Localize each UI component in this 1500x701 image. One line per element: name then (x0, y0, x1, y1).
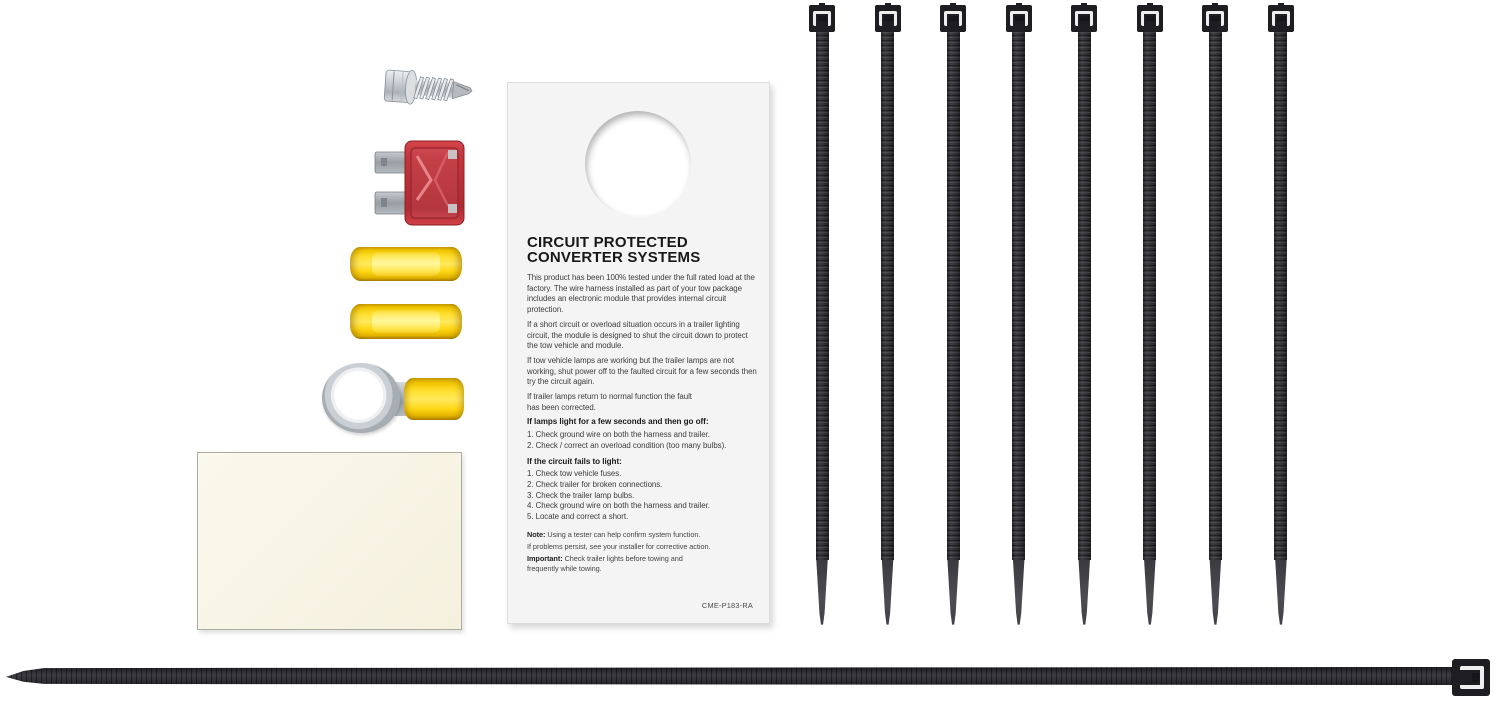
zip-tie (1071, 5, 1097, 630)
important-text: Check trailer lights before towing and frequently while towing. (527, 553, 683, 573)
card-paragraph: If tow vehicle lamps are working but the trailer lamps are not working, shut power off to the faulted circuit for a few seconds then try the circuit again. (527, 355, 757, 387)
ring-terminal-ring (322, 363, 400, 433)
zip-tie-head (809, 5, 835, 32)
zip-tie-strap (1274, 32, 1287, 560)
butt-connector-icon (350, 304, 462, 339)
zip-tie-tip (1143, 560, 1156, 626)
zip-tie-tip (1012, 560, 1025, 626)
zip-tie-tip (947, 560, 960, 626)
zip-tie-strap (947, 32, 960, 560)
zip-tie-strap (1078, 32, 1091, 560)
list-item: 1. Check tow vehicle fuses. (527, 469, 622, 479)
card-title-line2: CONVERTER SYSTEMS (527, 249, 701, 266)
zip-tie-pawl (944, 11, 962, 26)
important-line (527, 554, 703, 573)
zip-tie-pawl (1010, 11, 1028, 26)
zip-tie (1202, 5, 1228, 630)
zip-tie-pawl (813, 11, 831, 26)
zip-tie-pawl (1206, 11, 1224, 26)
card-title-line1: CIRCUIT PROTECTED (527, 234, 688, 251)
zip-tie-tip (881, 560, 894, 626)
hex-screw-icon (380, 55, 479, 123)
adhesive-pad (197, 452, 462, 630)
zip-tie (1268, 5, 1294, 630)
zip-tie-pawl (1272, 11, 1290, 26)
note-line (527, 530, 758, 540)
zip-tie (875, 5, 901, 630)
list-item: 4. Check ground wire on both the harness and trailer. (527, 501, 710, 511)
important-label: Important: (527, 553, 563, 563)
persist-line: If problems persist, see your installer for corrective action. (527, 541, 711, 551)
part-code: CME-P183-RA (701, 601, 753, 610)
section-heading-fails: If the circuit fails to light: (527, 456, 622, 466)
zip-tie-pawl (879, 11, 897, 26)
list-item: 2. Check / correct an overload condition (too many bulbs). (527, 440, 727, 450)
card-paragraph: If a short circuit or overload situation occurs in a trailer lighting circuit, the module is designed to shut the circuit down to protect the tow vehicle and module. (527, 319, 748, 351)
long-zip-tie-head (1452, 659, 1490, 696)
zip-tie-tip (1209, 560, 1222, 626)
ring-terminal-icon (318, 360, 468, 436)
zip-tie-tip (1078, 560, 1091, 626)
zip-tie-pawl (1141, 11, 1159, 26)
zip-tie-head (1268, 5, 1294, 32)
zip-tie-strap (1209, 32, 1222, 560)
zip-tie-strap (881, 32, 894, 560)
zip-tie (1137, 5, 1163, 630)
zip-tie-pawl (1075, 11, 1093, 26)
fineprint (527, 530, 758, 573)
long-zip-tie-pawl (1460, 666, 1484, 689)
card-paragraph: If trailer lamps return to normal function the fault has been corrected. (527, 392, 692, 412)
zip-ties-row (809, 5, 1294, 630)
zip-tie (1006, 5, 1032, 630)
zip-tie-head (1006, 5, 1032, 32)
zip-tie-tip (1274, 560, 1287, 626)
zip-tie-head (940, 5, 966, 32)
instruction-card (507, 82, 770, 624)
list-item: 5. Locate and correct a short. (527, 512, 629, 522)
zip-tie-tip (816, 560, 829, 626)
ring-terminal-barrel (404, 378, 464, 420)
zip-tie (940, 5, 966, 630)
card-paragraph: This product has been 100% tested under the full rated load at the factory. The wire harness installed as part of your tow package includes an electronic module that provides internal circuit protection. (527, 273, 755, 315)
card-title (527, 235, 758, 265)
zip-tie-strap (1143, 32, 1156, 560)
hanger-hole (585, 111, 691, 217)
zip-tie-head (875, 5, 901, 32)
card-text (527, 235, 758, 576)
blade-fuse-icon (372, 138, 467, 228)
zip-tie (809, 5, 835, 630)
list-item: 3. Check the trailer lamp bulbs. (527, 490, 635, 500)
zip-tie-head (1071, 5, 1097, 32)
note-label: Note: (527, 529, 546, 539)
zip-tie-head (1202, 5, 1228, 32)
list-item: 2. Check trailer for broken connections. (527, 479, 663, 489)
butt-connector-icon (350, 247, 462, 281)
list-item: 1. Check ground wire on both the harness and trailer. (527, 430, 710, 440)
long-zip-tie-strap (6, 667, 1456, 685)
zip-tie-strap (816, 32, 829, 560)
note-text: Using a tester can help confirm system function. (547, 529, 701, 539)
zip-tie-head (1137, 5, 1163, 32)
section-heading-go-off: If lamps light for a few seconds and then go off: (527, 417, 709, 427)
zip-tie-strap (1012, 32, 1025, 560)
